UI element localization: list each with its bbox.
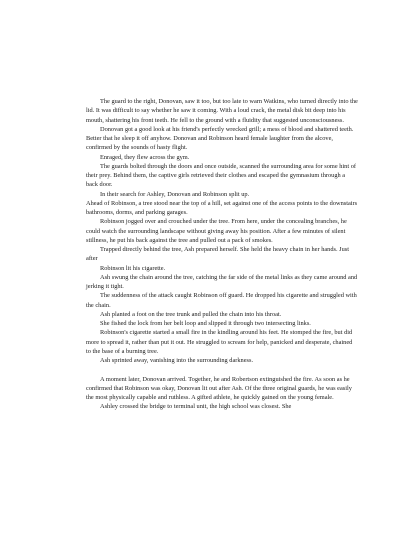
paragraph-4: The guards bolted through the doors and once outside, scanned the surrounding area for some hint of their prey. Behind them, the captive girls retrieved their clothes and escaped the gymnasium through a back door. bbox=[86, 162, 356, 189]
paragraph-3: Enraged, they flew across the gym. bbox=[100, 153, 190, 161]
paragraph-10: Ash swung the chain around the tree, catching the far side of the metal links as they came around and jerking it tight. bbox=[86, 273, 358, 290]
section-break bbox=[86, 365, 358, 374]
paragraph-2: Donovan got a good look at his friend's perfectly wrecked grill; a mess of blood and shattered teeth. Better that he sleep it off anyhow. Donovan and Robinson heard female laughter from the alcove, confirmed by the sounds of hasty flight. bbox=[86, 125, 354, 152]
paragraph-5: In their search for Ashley, Donovan and Robinson split up. bbox=[100, 190, 250, 198]
paragraph-9: Robinson lit his cigarette. bbox=[100, 264, 166, 272]
paragraph-8: Trapped directly behind the tree, Ash prepared herself. She held the heavy chain in her hands. Just after bbox=[86, 246, 350, 263]
paragraph-15: Ash sprinted away, vanishing into the surrounding darkness. bbox=[100, 357, 254, 364]
paragraph-6: Ahead of Robinson, a tree stood near the top of a hill, set against one of the access points to the downstairs bathrooms, dorms, and parking garages. bbox=[86, 199, 358, 216]
paragraph-13: She fished the lock from her belt loop and slipped it through two intersecting links. bbox=[100, 320, 311, 327]
paragraph-17: Ashley crossed the bridge to terminal unit, the high school was closest. She bbox=[100, 403, 292, 411]
paragraph-1: The guard to the right, Donovan, saw it too, but too late to warn Watkins, who turned directly into the lid. It was difficult to say whether he saw it coming. With a loud crack, the metal disk bit deep into his mouth, shattering his front teeth. He fell to the ground with a fluidity that suggested unconsciousness. bbox=[86, 98, 358, 124]
paragraph-16: A moment later, Donovan arrived. Together, he and Robertson extinguished the fire. As soon as he confirmed that Robinson was okay, Donovan lit out after Ash. Of the three original guards, he was easily the most physically capable and ruthless. A gifted athlete, he quickly gained on the young female. bbox=[86, 375, 352, 401]
paragraph-12: Ash planted a foot on the tree trunk and pulled the chain into his throat. bbox=[100, 310, 282, 318]
document-page bbox=[86, 97, 358, 412]
paragraph-7: Robinson jogged over and crouched under the tree. From here, under the concealing branches, he could watch the surrounding landscape without giving away his position. After a few minutes of silent stillness, he put his back against the tree and pulled out a pack of smokes. bbox=[86, 218, 347, 244]
paragraph-14: Robinson's cigarette started a small fire in the kindling around his feet. He stomped the fire, but did more to spread it, rather than put it out. He struggled to scream for help, panicked and desperate, chained to the base of a burning tree. bbox=[86, 329, 353, 355]
paragraph-11: The suddenness of the attack caught Robinson off guard. He dropped his cigarette and struggled with the chain. bbox=[86, 292, 357, 309]
